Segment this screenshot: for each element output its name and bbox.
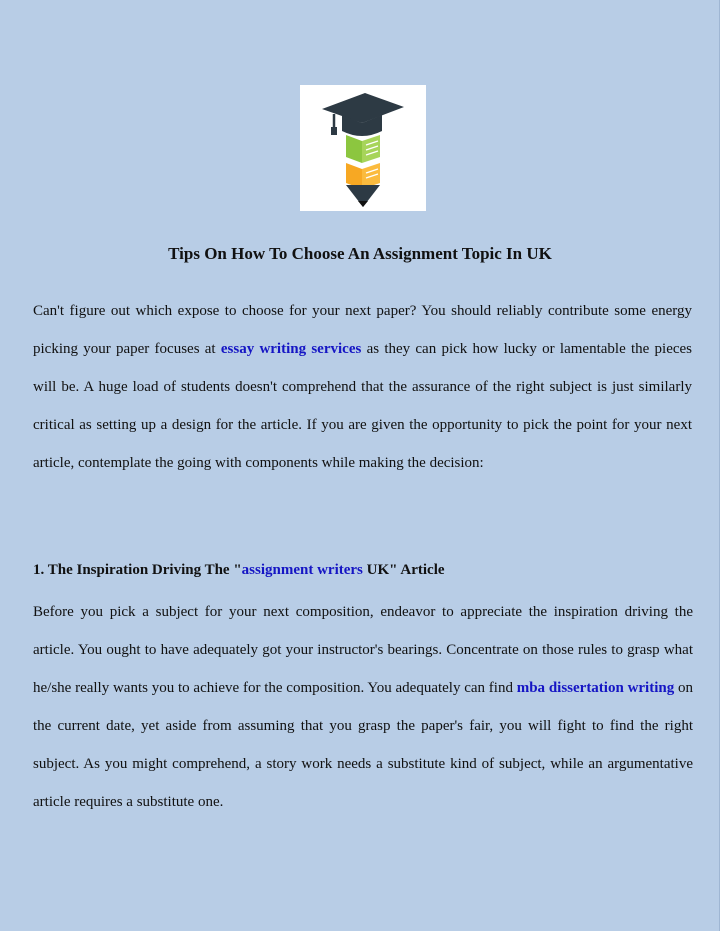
section-text-before: Before you pick a subject for your next composition, endeavor to appreciate the inspiration driving the article. You ought to have adequately got your instructor's bearings. Concentrate on those rules to grasp what he/she really wants you to achieve for the composition. You adequately can find — [33, 604, 693, 696]
section-heading-after: UK" Article — [362, 562, 445, 578]
section-heading — [33, 562, 692, 579]
assignment-writers-link[interactable]: assignment writers — [241, 562, 363, 578]
section-text-after: on the current date, yet aside from assuming that you grasp the paper's fair, you will fight to find the right subject. As you might comprehend, a story work needs a substitute kind of subject, while an argumentative article requires a substitute one. — [33, 680, 693, 810]
essay-writing-services-link[interactable]: essay writing services — [220, 341, 362, 357]
section-heading-before: 1. The Inspiration Driving The " — [33, 562, 242, 578]
mba-dissertation-writing-link[interactable]: mba dissertation writing — [516, 680, 675, 696]
page-title: Tips On How To Choose An Assignment Topic In UK — [168, 244, 552, 263]
graduation-cap-pencil-icon — [300, 85, 426, 211]
logo — [300, 85, 426, 211]
section-paragraph — [33, 593, 693, 821]
intro-text-before: Can't figure out which expose to choose for your next paper? You should reliably contribute some energy picking your paper focuses at — [33, 303, 692, 357]
intro-paragraph — [33, 292, 692, 482]
intro-text-after: as they can pick how lucky or lamentable the pieces will be. A huge load of students doesn't comprehend that the assurance of the right subject is just similarly critical as setting up a design for the article. If you are given the opportunity to pick the point for your next article, contemplate the going with components while making the decision: — [33, 341, 693, 471]
